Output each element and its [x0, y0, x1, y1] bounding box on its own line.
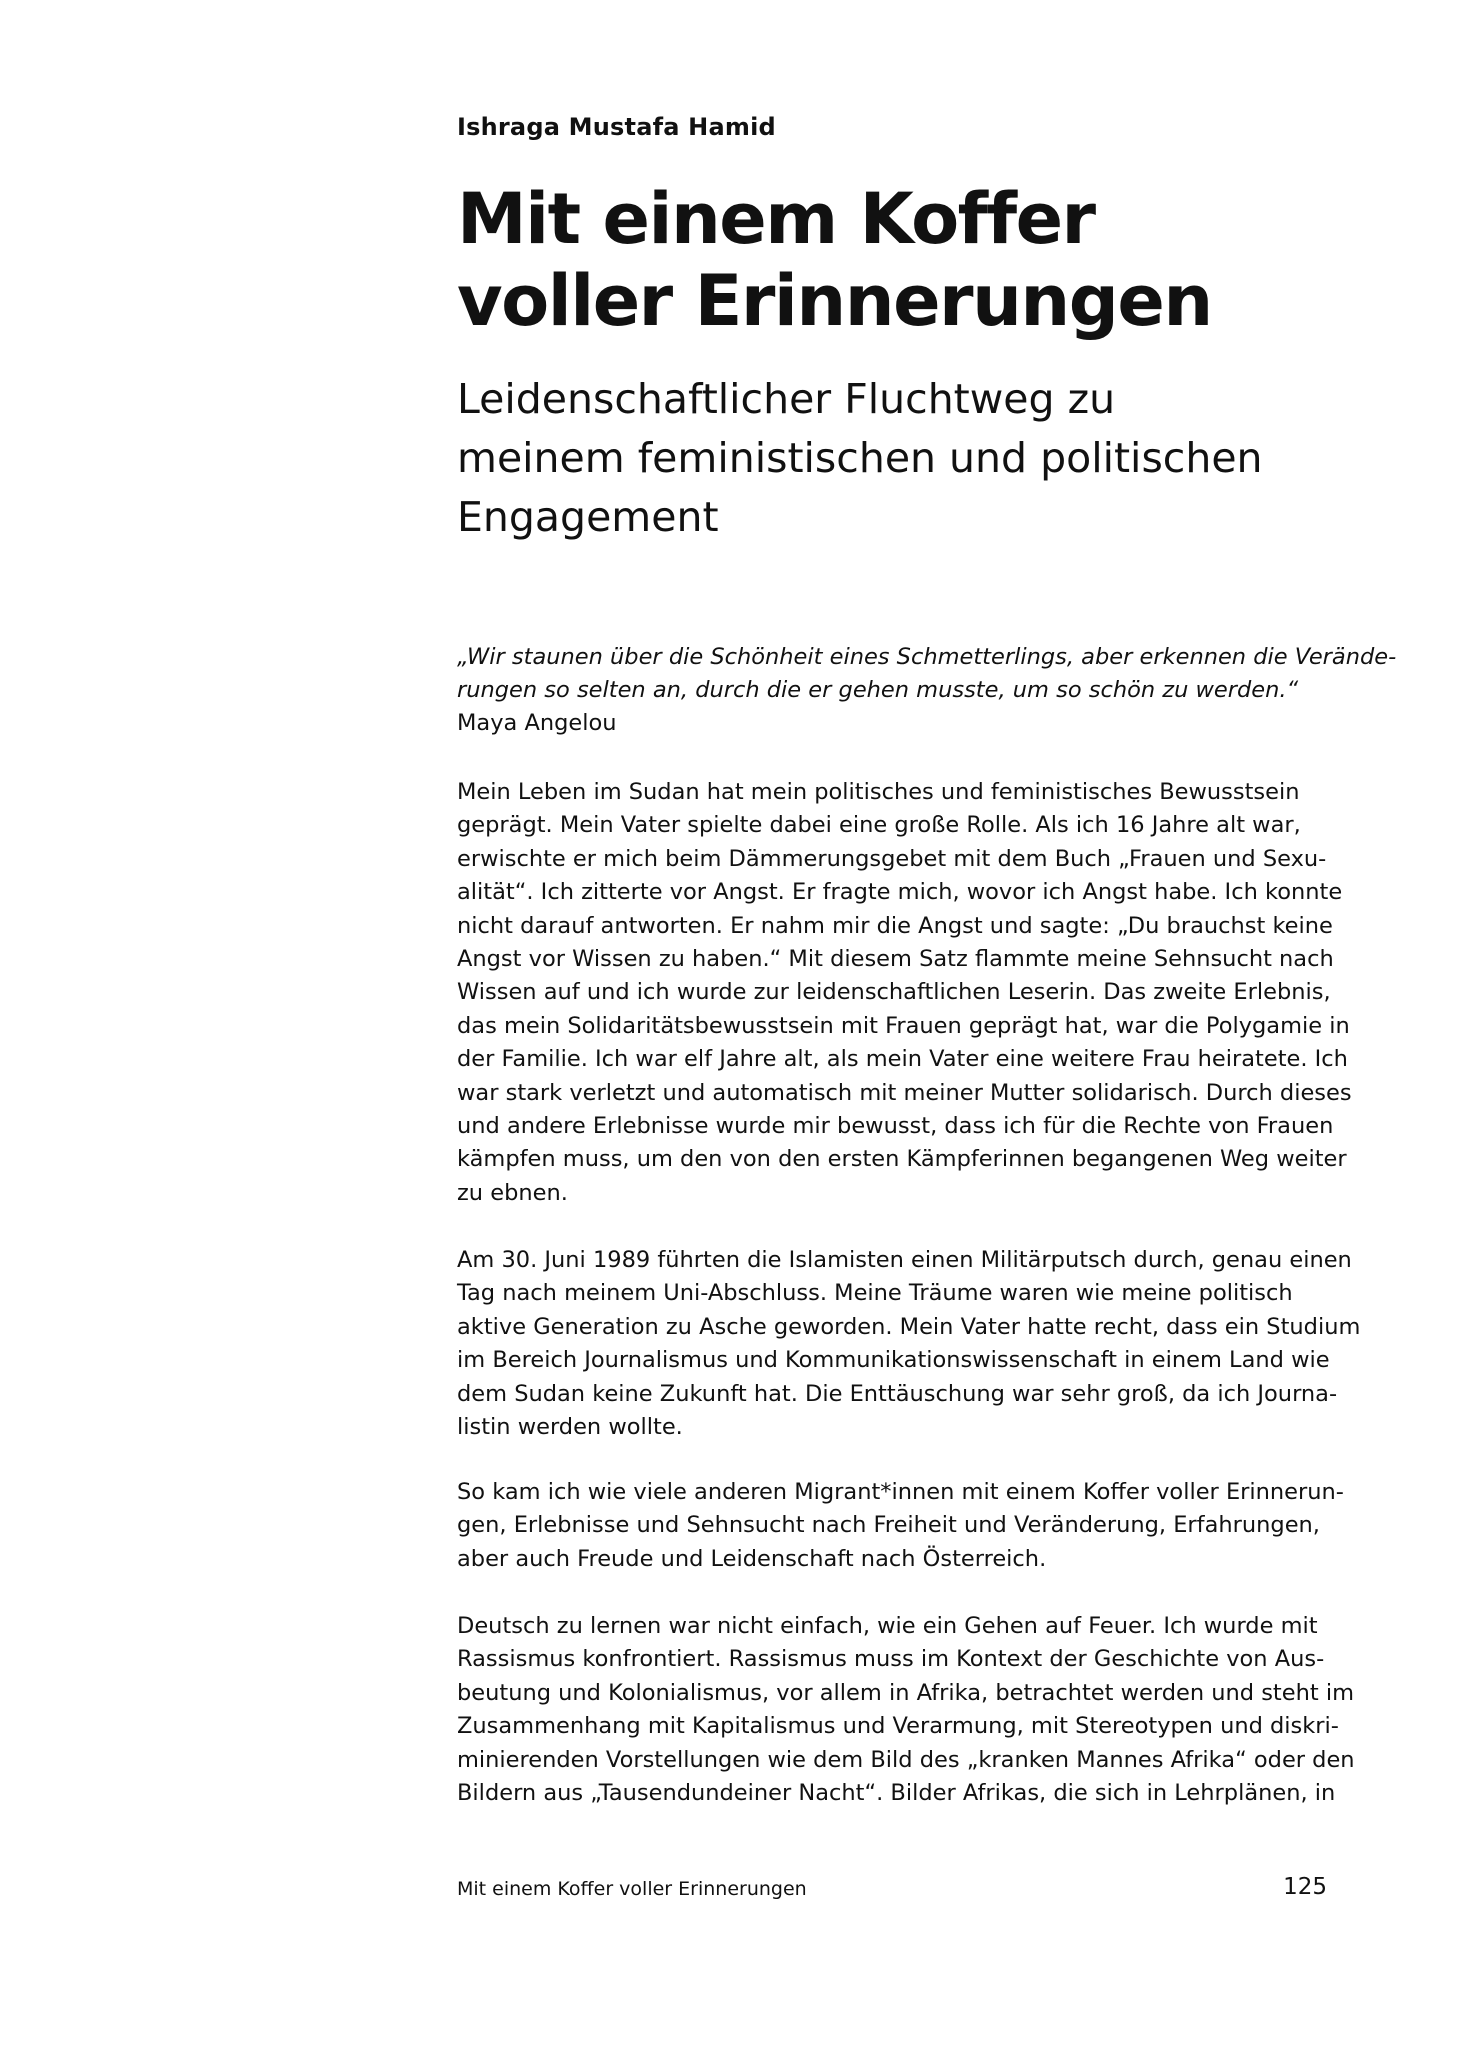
text-line: aktive Generation zu Asche geworden. Mein Vater hatte recht, dass ein Studium — [457, 1313, 1361, 1340]
text-line: gen, Erlebnisse und Sehnsucht nach Freiheit und Veränderung, Erfahrungen, — [457, 1512, 1320, 1539]
author-name: Ishraga Mustafa Hamid — [457, 113, 776, 141]
body-paragraph-3 — [457, 1476, 1344, 1576]
text-line: Mein Leben im Sudan hat mein politisches und feministisches Bewusstsein — [457, 779, 1300, 805]
text-line: Wissen auf und ich wurde zur leidenschaftlichen Leserin. Das zweite Erlebnis, — [457, 979, 1331, 1006]
chapter-title-line: Mit einem Koffer — [457, 178, 1095, 260]
text-line: beutung und Kolonialismus, vor allem in Afrika, betrachtet werden und steht im — [457, 1679, 1354, 1706]
chapter-subtitle-line: Leidenschaftlicher Fluchtweg zu — [457, 375, 1116, 423]
book-page — [457, 0, 1397, 2047]
text-line: Zusammenhang mit Kapitalismus und Verarmung, mit Stereotypen und diskri- — [457, 1713, 1339, 1740]
text-line: kämpfen muss, um den von den ersten Kämpferinnen begangenen Weg weiter — [457, 1146, 1347, 1173]
text-line: war stark verletzt und automatisch mit meiner Mutter solidarisch. Durch dieses — [457, 1079, 1352, 1106]
text-line: der Familie. Ich war elf Jahre alt, als mein Vater eine weitere Frau heiratete. Ich — [457, 1046, 1348, 1073]
text-line: Am 30. Juni 1989 führten die Islamisten einen Militärputsch durch, genau einen — [457, 1247, 1352, 1273]
epigraph-attribution: Maya Angelou — [457, 710, 617, 736]
chapter-title-line: voller Erinnerungen — [457, 260, 1212, 342]
text-line: aber auch Freude und Leidenschaft nach Österreich. — [457, 1545, 1047, 1572]
page-number: 125 — [1283, 1874, 1327, 1900]
chapter-title — [457, 178, 1337, 342]
text-line: zu ebnen. — [457, 1179, 568, 1206]
chapter-subtitle-line: meinem feministischen und politischen — [457, 434, 1263, 482]
body-paragraph-1 — [457, 776, 1352, 1210]
epigraph-line: „Wir staunen über die Schönheit eines Schmetterlings, aber erkennen die Verände- — [457, 644, 1397, 670]
text-line: Rassismus konfrontiert. Rassismus muss im Kontext der Geschichte von Aus- — [457, 1646, 1325, 1673]
text-line: im Bereich Journalismus und Kommunikationswissenschaft in einem Land wie — [457, 1347, 1330, 1374]
text-line: das mein Solidaritätsbewusstsein mit Frauen geprägt hat, war die Polygamie in — [457, 1012, 1350, 1039]
text-line: erwischte er mich beim Dämmerungsgebet mit dem Buch „Frauen und Sexu- — [457, 845, 1327, 872]
text-line: und andere Erlebnisse wurde mir bewusst, dass ich für die Rechte von Frauen — [457, 1113, 1334, 1140]
text-line: dem Sudan keine Zukunft hat. Die Enttäuschung war sehr groß, da ich Journa- — [457, 1380, 1338, 1407]
body-paragraph-4 — [457, 1610, 1355, 1810]
chapter-subtitle — [457, 370, 1263, 547]
epigraph — [457, 641, 1397, 740]
chapter-subtitle-line: Engagement — [457, 493, 719, 541]
text-line: So kam ich wie viele anderen Migrant*innen mit einem Koffer voller Erinnerun- — [457, 1479, 1344, 1505]
text-line: geprägt. Mein Vater spielte dabei eine große Rolle. Als ich 16 Jahre alt war, — [457, 812, 1301, 839]
text-line: Deutsch zu lernen war nicht einfach, wie ein Gehen auf Feuer. Ich wurde mit — [457, 1613, 1318, 1639]
epigraph-line: rungen so selten an, durch die er gehen musste, um so schön zu werden.“ — [457, 677, 1299, 703]
text-line: minierenden Vorstellungen wie dem Bild des „kranken Mannes Afrika“ oder den — [457, 1746, 1355, 1773]
text-line: nicht darauf antworten. Er nahm mir die Angst und sagte: „Du brauchst keine — [457, 912, 1333, 939]
body-paragraph-2 — [457, 1244, 1361, 1444]
text-line: Bildern aus „Tausendundeiner Nacht“. Bilder Afrikas, die sich in Lehrplänen, in — [457, 1780, 1336, 1807]
running-footer-title: Mit einem Koffer voller Erinnerungen — [457, 1878, 807, 1900]
text-line: alität“. Ich zitterte vor Angst. Er fragte mich, wovor ich Angst habe. Ich konnte — [457, 879, 1343, 906]
text-line: Angst vor Wissen zu haben.“ Mit diesem Satz flammte meine Sehnsucht nach — [457, 946, 1334, 973]
text-line: listin werden wollte. — [457, 1414, 683, 1441]
text-line: Tag nach meinem Uni-Abschluss. Meine Träume waren wie meine politisch — [457, 1280, 1293, 1307]
